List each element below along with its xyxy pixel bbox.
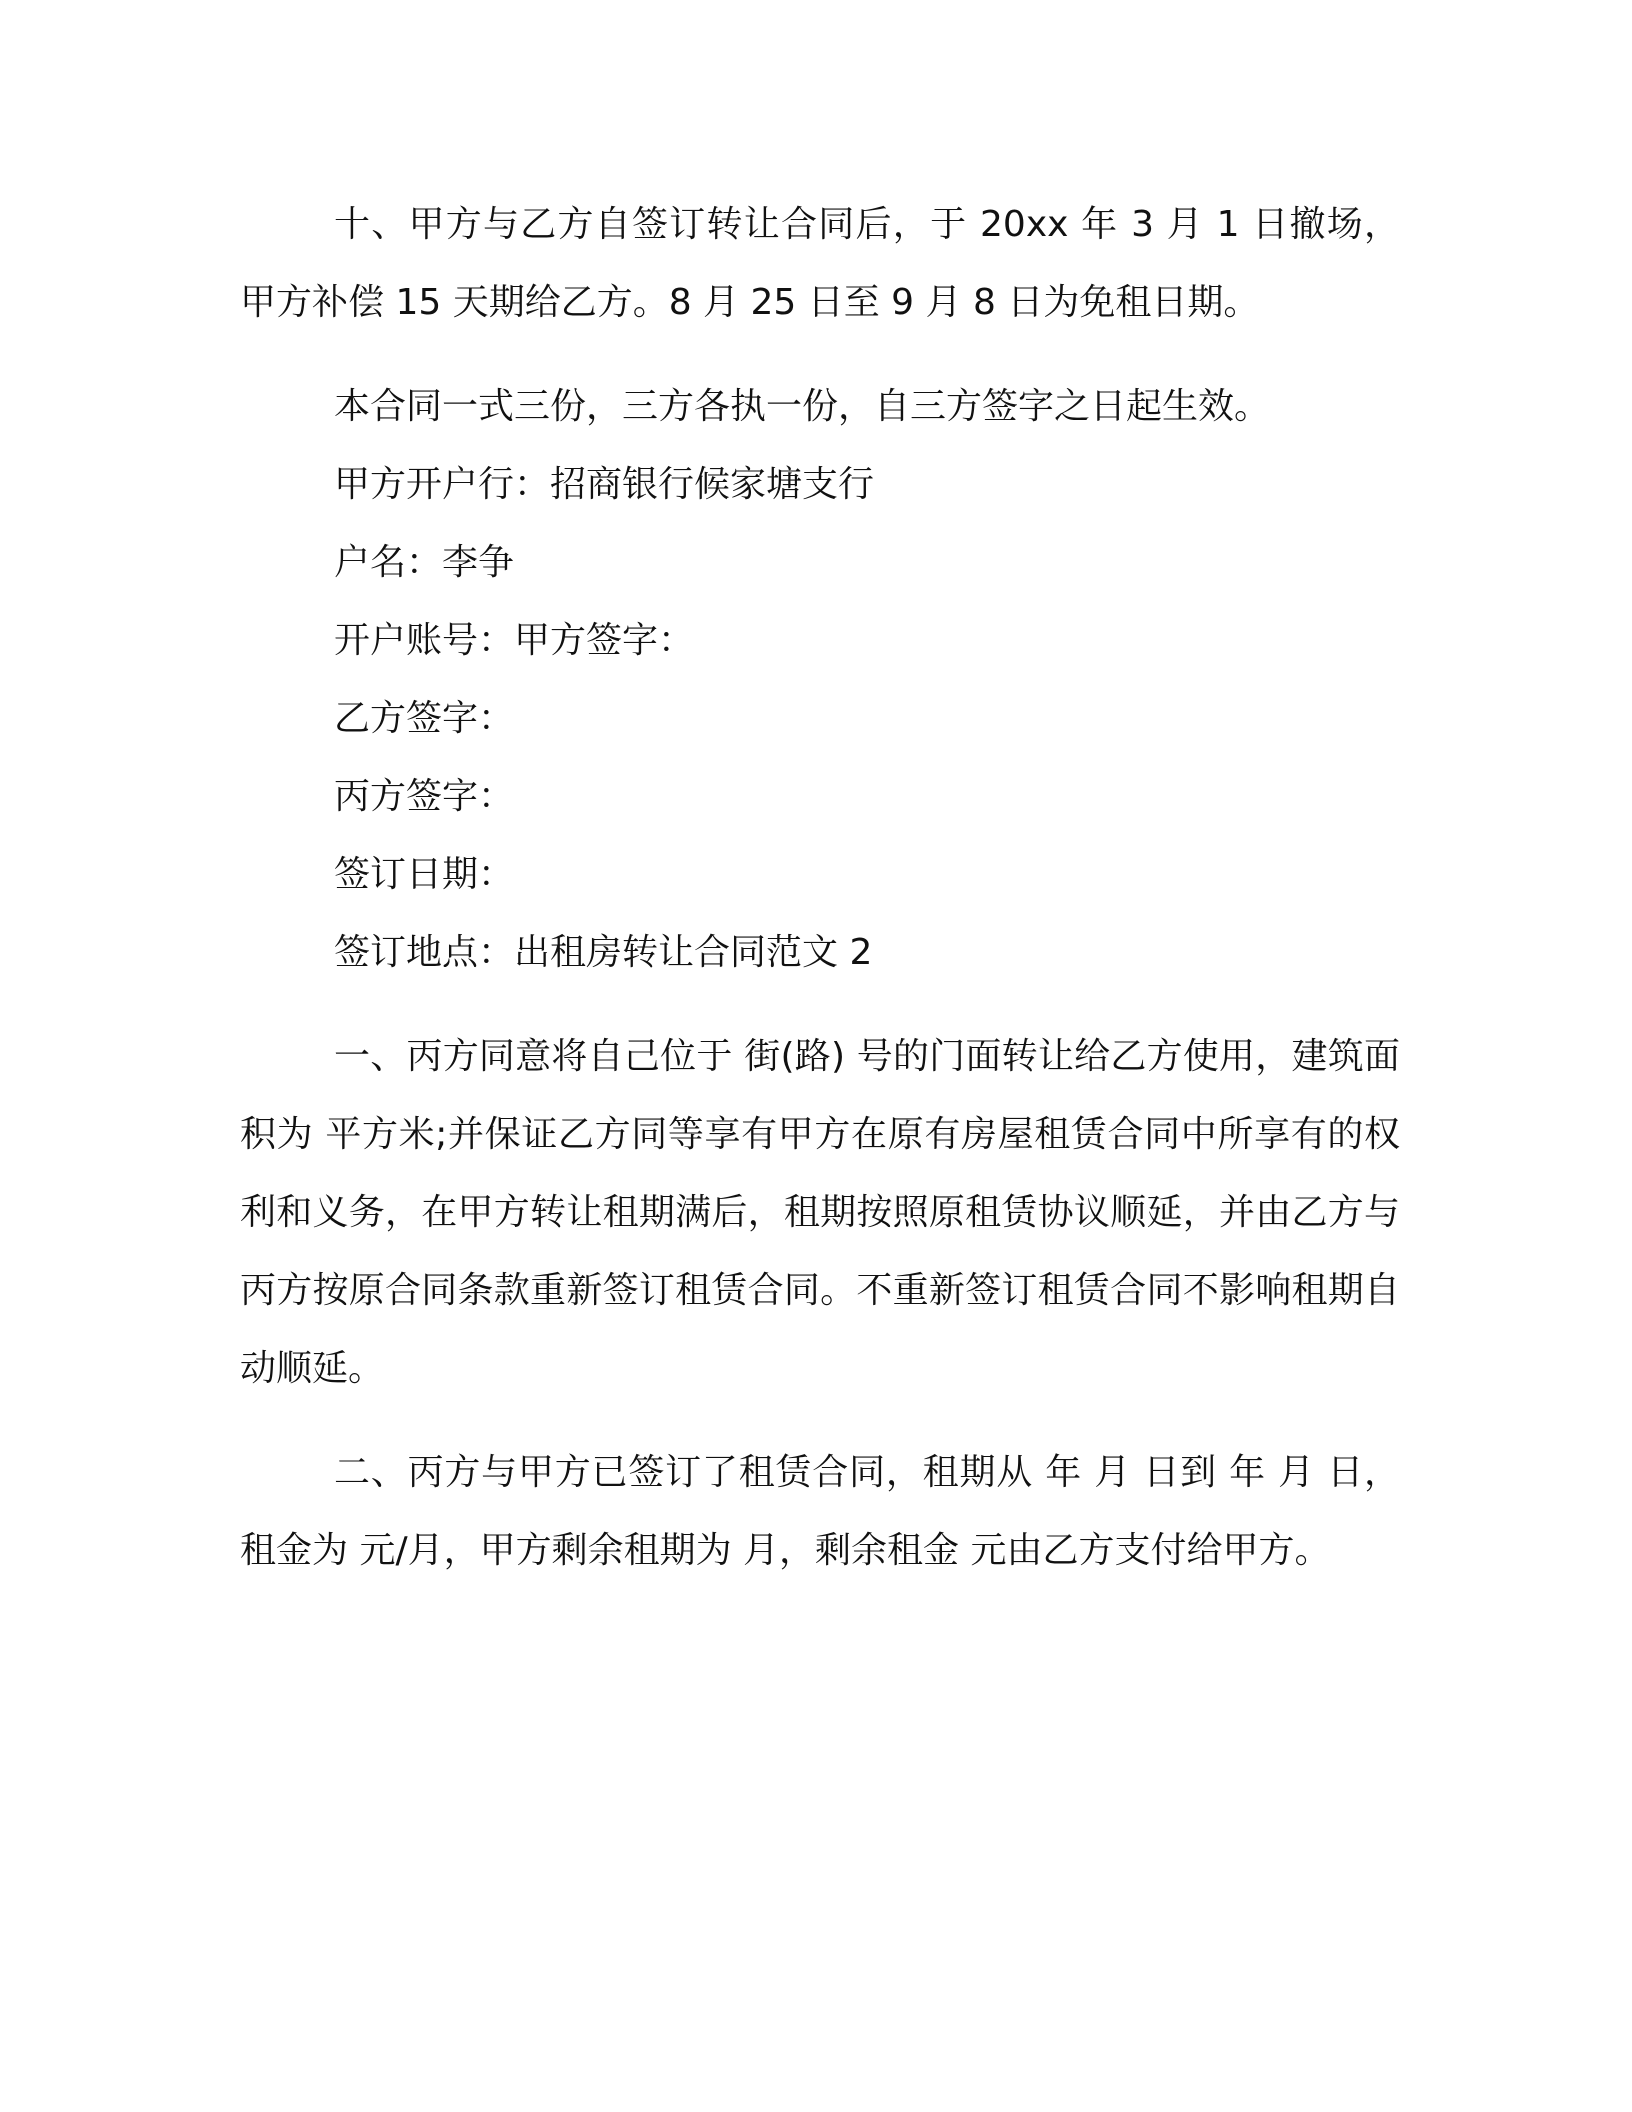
effectiveness-paragraph: 本合同一式三份，三方各执一份，自三方签字之日起生效。: [334, 386, 1271, 427]
party-c-signature-field: [240, 758, 1400, 836]
section-one-paragraph: 一、丙方同意将自己位于 街(路) 号的门面转让给乙方使用，建筑面积为 平方米;并保证乙方同等享有甲方在原有房屋租赁合同中所享有的权利和义务，在甲方转让租期满后，租期按照原租赁协议顺延，并由乙方与丙方按原合同条款重新签订租赁合同。不重新签订租赁合同不影响租期自动顺延。: [240, 1036, 1400, 1389]
account-number-field: [240, 602, 1400, 680]
bank-label: 甲方开户行：: [334, 464, 551, 505]
party-b-signature-field: [240, 680, 1400, 758]
bank-field: [240, 446, 1400, 524]
account-name-field: [240, 524, 1400, 602]
contract-sample-title: 出租房转让合同范文 2: [514, 932, 873, 973]
document-body: [240, 186, 1400, 1590]
account-name-value: 李争: [442, 542, 515, 583]
signing-date-label: 签订日期：: [334, 854, 515, 895]
signing-date-field: [240, 836, 1400, 914]
party-c-signature-label: 丙方签字：: [334, 776, 515, 817]
account-name-label: 户名：: [334, 542, 443, 583]
section-two-paragraph: 二、丙方与甲方已签订了租赁合同，租期从 年 月 日到 年 月 日，租金为 元/月，甲方剩余租期为 月，剩余租金 元由乙方支付给甲方。: [240, 1452, 1400, 1571]
bank-value: 招商银行候家塘支行: [550, 464, 875, 505]
clause-ten-paragraph: 十、甲方与乙方自签订转让合同后，于 20xx 年 3 月 1 日撤场，甲方补偿 15 天期给乙方。8 月 25 日至 9 月 8 日为免租日期。: [240, 204, 1400, 323]
party-b-signature-label: 乙方签字：: [334, 698, 515, 739]
account-number-label: 开户账号：: [334, 620, 515, 661]
signing-place-field: [240, 914, 1400, 992]
signing-place-label: 签订地点：: [334, 932, 515, 973]
party-a-signature-label: 甲方签字：: [514, 620, 695, 661]
